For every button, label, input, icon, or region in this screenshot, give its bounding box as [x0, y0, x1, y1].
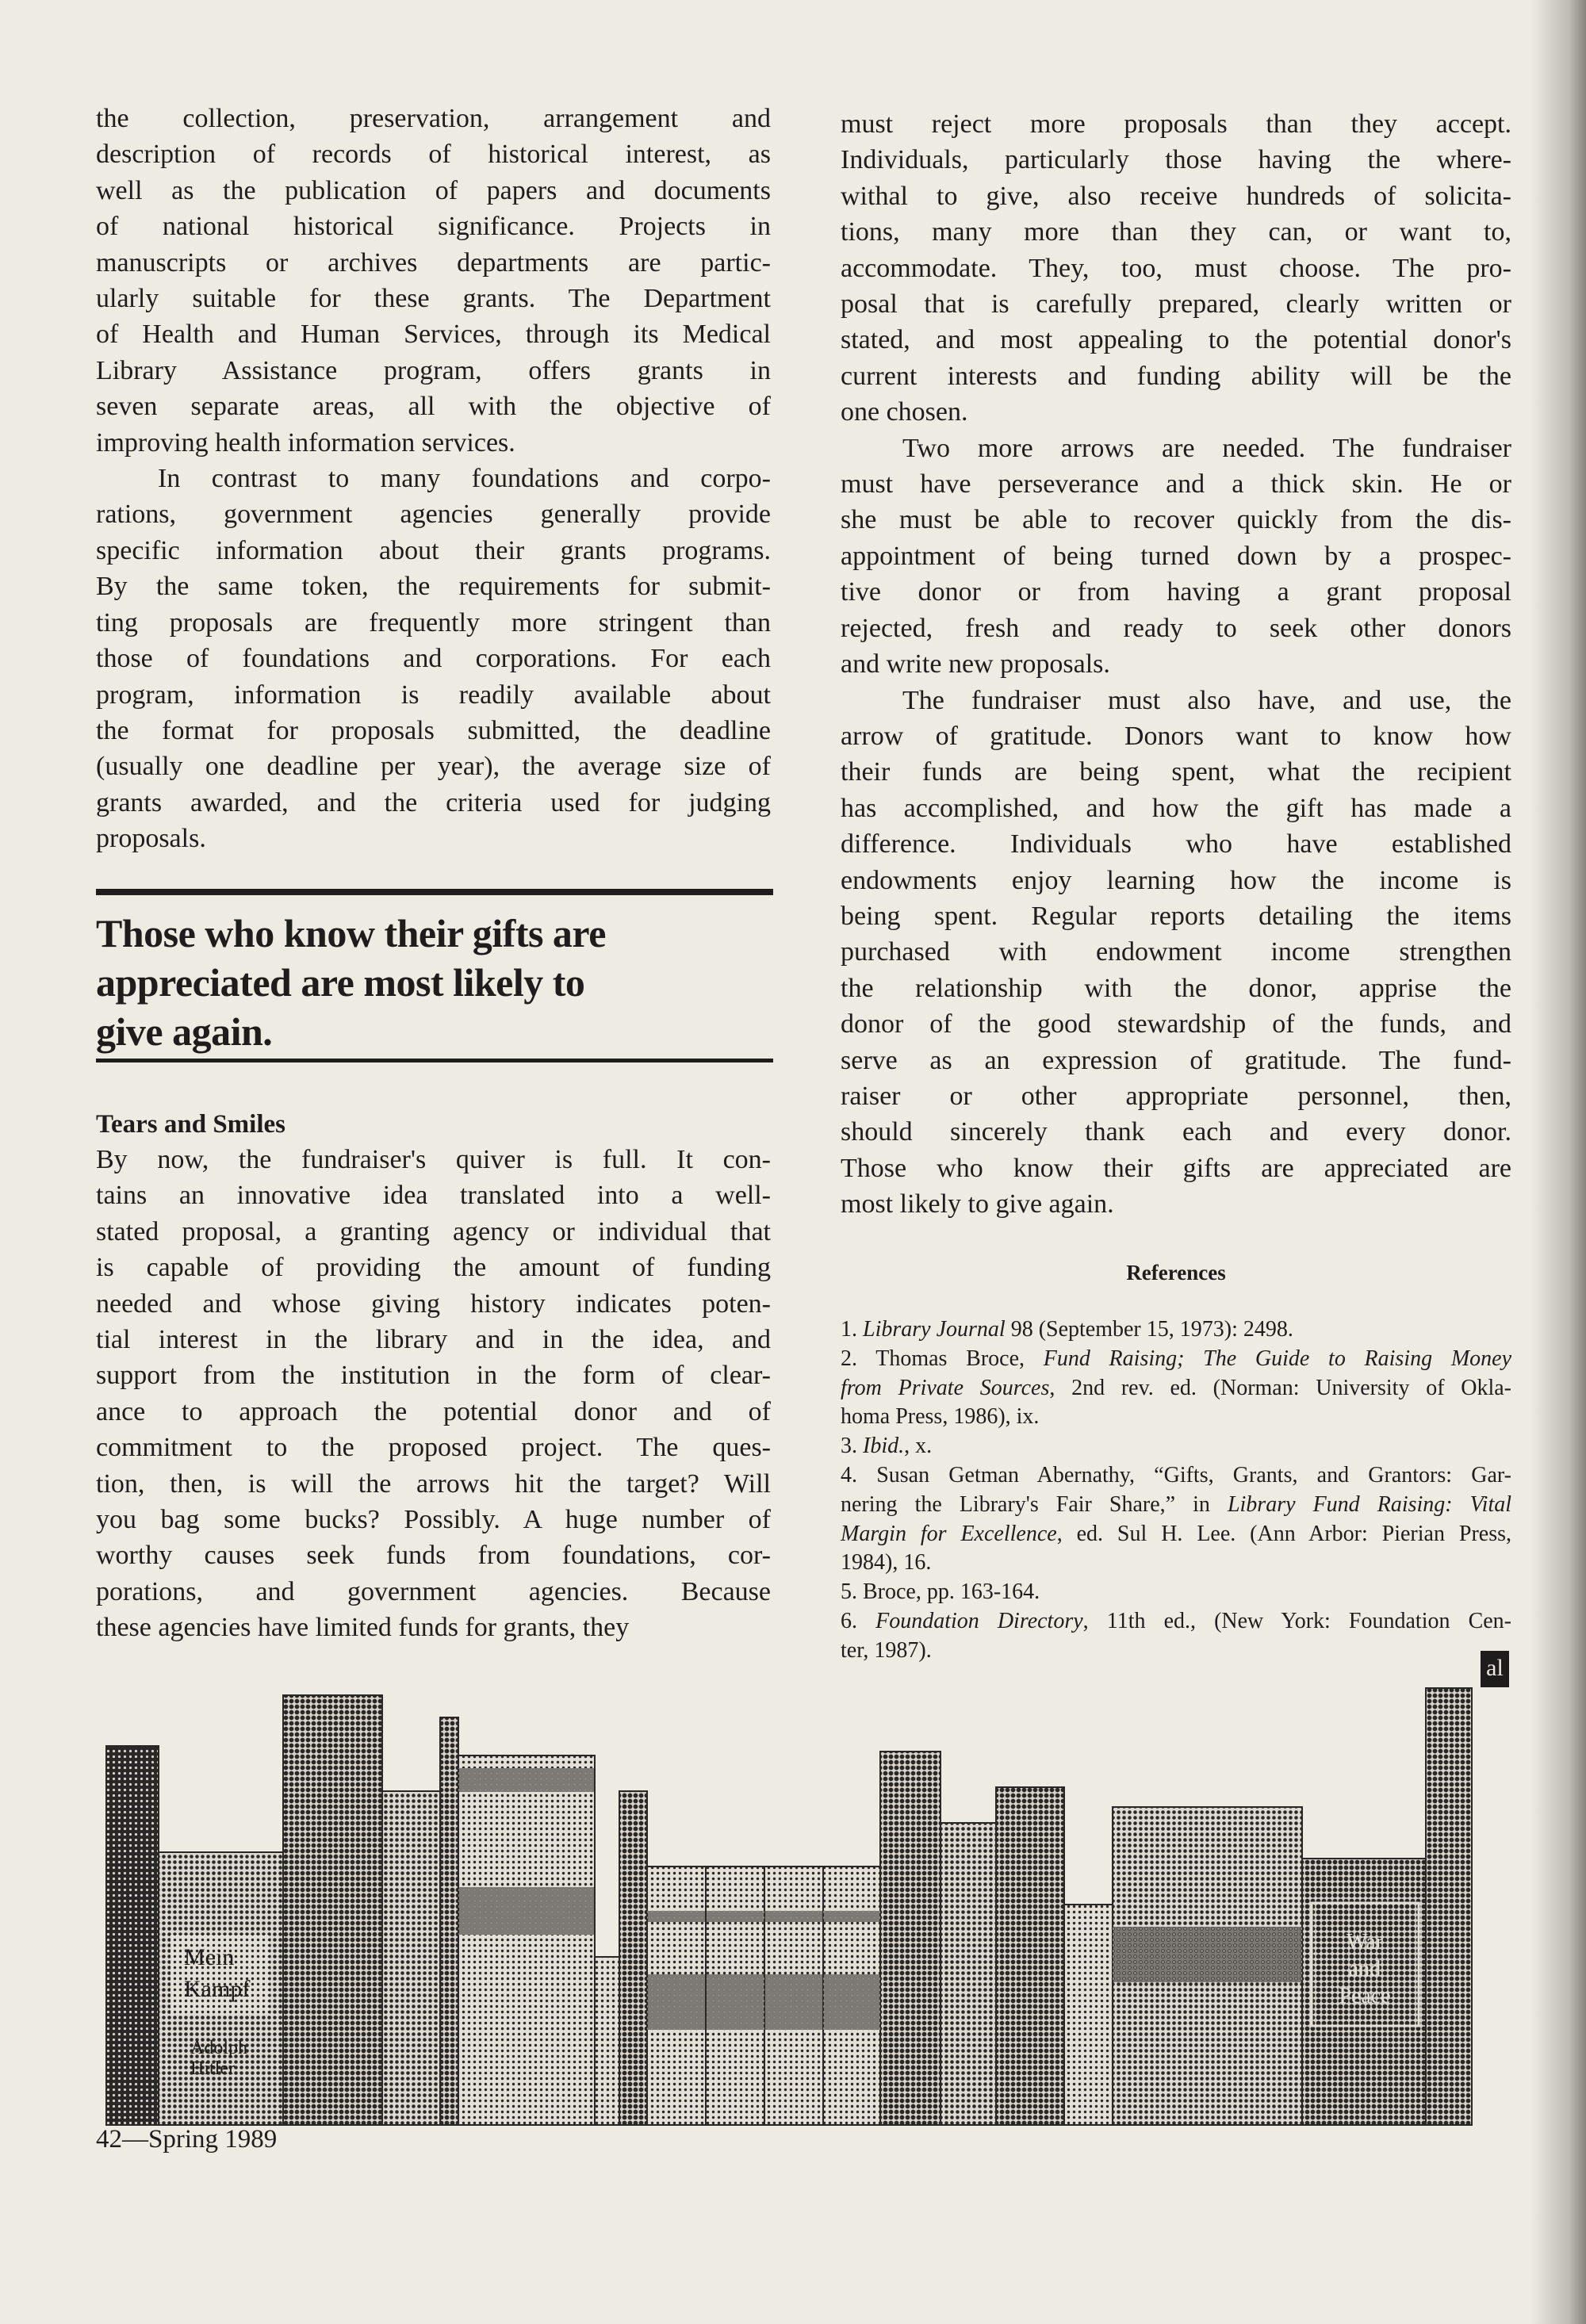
text-line: should sincerely thank each and every donor.	[841, 1117, 1511, 1147]
reference-text: ter, 1987).	[841, 1637, 932, 1663]
book-spine	[1064, 1905, 1113, 2125]
text-line: the relationship with the donor, apprise the	[841, 973, 1511, 1003]
reference-text: 98 (September 15, 1973): 2498.	[1005, 1317, 1293, 1342]
text-line: rations, government agencies generally provide	[96, 500, 771, 530]
reference-title: Library Fund Raising: Vital	[1227, 1491, 1512, 1517]
text-line: endowments enjoy learning how the income is	[841, 865, 1511, 895]
text-line: proposals.	[96, 824, 206, 854]
text-line: difference. Individuals who have established	[841, 829, 1511, 860]
spine-author: Hitler	[190, 2058, 235, 2079]
reference-text: , ed. Sul H. Lee. (Ann Arbor: Pierian Press,	[1056, 1521, 1511, 1546]
reference-title: Fund Raising; The Guide to Raising Money	[1043, 1346, 1511, 1371]
reference-text: nering the Library's Fair Share,” in	[841, 1491, 1228, 1517]
text-line: must reject more proposals than they accept.	[841, 109, 1511, 139]
text-line: has accomplished, and how the gift has made a	[841, 793, 1511, 823]
text-line: is capable of providing the amount of funding	[96, 1253, 771, 1283]
text-line: serve as an expression of gratitude. The fund-	[841, 1045, 1511, 1075]
text-line: tion, then, is will the arrows hit the target? Will	[96, 1468, 771, 1499]
reference-text: 4. Susan Getman Abernathy, “Gifts, Grants, and Grantors: Gar-	[841, 1462, 1511, 1487]
text-line: tains an innovative idea translated into a well-	[96, 1181, 771, 1211]
text-line: porations, and government agencies. Because	[96, 1576, 771, 1606]
text-line: withal to give, also receive hundreds of solicita-	[841, 181, 1511, 211]
text-line: Two more arrows are needed. The fundraiser	[902, 433, 1511, 463]
reference-title: from Private Sources	[841, 1375, 1050, 1400]
text-line: most likely to give again.	[841, 1189, 1114, 1219]
text-line: tial interest in the library and in the idea, and	[96, 1325, 771, 1355]
text-line: their funds are being spent, what the recipient	[841, 757, 1511, 787]
text-line: In contrast to many foundations and corpo-	[158, 464, 771, 494]
text-line: manuscripts or archives departments are partic-	[96, 247, 771, 278]
text-line: worthy causes seek funds from foundations, cor-	[96, 1541, 771, 1571]
spine-author: Adolph	[190, 2038, 247, 2058]
spine-label-band	[458, 1768, 595, 1792]
text-line: stated proposal, a granting agency or individual that	[96, 1216, 771, 1246]
text-line: By the same token, the requirements for submit-	[96, 572, 771, 602]
reference-text: 1984), 16.	[841, 1550, 932, 1575]
book-spine	[106, 1746, 159, 2125]
text-line: (usually one deadline per year), the average size of	[96, 752, 771, 782]
section-heading: Tears and Smiles	[96, 1110, 285, 1139]
text-line: accommodate. They, too, must choose. The pro-	[841, 253, 1511, 283]
text-line: needed and whose giving history indicates poten-	[96, 1288, 771, 1319]
text-line: By now, the fundraiser's quiver is full. It con-	[96, 1145, 771, 1174]
spine-label-band	[647, 1911, 880, 1922]
text-line: improving health information services.	[96, 427, 515, 458]
text-line: support from the institution in the form of clear-	[96, 1361, 771, 1391]
text-line: you bag some bucks? Possibly. A huge number of	[96, 1505, 771, 1535]
text-line: of Health and Human Services, through its Medical	[96, 320, 771, 350]
book-spine	[996, 1787, 1064, 2125]
pull-quote-line: appreciated are most likely to	[96, 960, 585, 1005]
pull-quote-line: Those who know their gifts are	[96, 911, 606, 955]
text-line: raiser or other appropriate personnel, then,	[841, 1081, 1511, 1111]
reference-text: 3.	[841, 1434, 863, 1459]
spine-title: Kampf	[184, 1976, 251, 2002]
page-folio: 42—Spring 1989	[96, 2125, 278, 2154]
reference-text: 1.	[841, 1317, 863, 1342]
reference-text: 5. Broce, pp. 163-164.	[841, 1579, 1040, 1605]
text-line: tive donor or from having a grant proposal	[841, 577, 1511, 607]
text-line: donor of the good stewardship of the funds, and	[841, 1009, 1511, 1039]
text-line: Individuals, particularly those having the where-	[841, 145, 1511, 175]
text-line: Those who know their gifts are appreciated are	[841, 1153, 1511, 1183]
reference-title: Library Journal	[863, 1317, 1006, 1342]
text-line: rejected, fresh and ready to seek other donors	[841, 613, 1511, 643]
text-line: she must be able to recover quickly from the dis-	[841, 505, 1511, 535]
text-line: description of records of historical interest, as	[96, 140, 771, 170]
reference-text: 6.	[841, 1608, 876, 1633]
text-line: being spent. Regular reports detailing the items	[841, 901, 1511, 931]
text-line: commitment to the proposed project. The ques-	[96, 1433, 771, 1463]
book-spine	[1426, 1688, 1472, 2125]
text-line: The fundraiser must also have, and use, the	[902, 685, 1511, 715]
spine-title: Peace	[1339, 1984, 1391, 2008]
spine-title: and	[1348, 1957, 1381, 1981]
pull-quote-line: give again.	[96, 1009, 273, 1054]
text-line: grants awarded, and the criteria used for judging	[96, 787, 771, 817]
spine-title: War	[1347, 1930, 1383, 1955]
text-line: posal that is carefully prepared, clearly written or	[841, 289, 1511, 320]
reference-text: homa Press, 1986), ix.	[841, 1404, 1040, 1430]
book-spine	[940, 1823, 996, 2125]
text-line: of national historical significance. Projects in	[96, 212, 771, 242]
text-line: and write new proposals.	[841, 649, 1110, 680]
spine-title: Mein	[184, 1944, 235, 1970]
text-line: appointment of being turned down by a prospec-	[841, 541, 1511, 571]
text-line: must have perseverance and a thick skin. He or	[841, 469, 1511, 500]
text-line: tions, many more than they can, or want to,	[841, 217, 1511, 247]
text-line: those of foundations and corporations. For each	[96, 644, 771, 674]
spine-label-band	[647, 1974, 880, 2030]
text-line: ting proposals are frequently more stringent than	[96, 607, 771, 637]
spine-label-band	[458, 1887, 595, 1935]
book-spine	[880, 1752, 940, 2125]
text-line: arrow of gratitude. Donors want to know how	[841, 721, 1511, 751]
book-spine	[283, 1695, 382, 2125]
references-heading: References	[1126, 1261, 1226, 1285]
text-line: one chosen.	[841, 397, 968, 427]
text-line: well as the publication of papers and documents	[96, 175, 771, 205]
end-mark-logo: al	[1481, 1651, 1509, 1687]
text-line: current interests and funding ability will be the	[841, 361, 1511, 391]
text-line: ularly suitable for these grants. The Department	[96, 284, 771, 314]
reference-text: , x.	[904, 1434, 933, 1459]
text-line: program, information is readily available about	[96, 680, 771, 710]
text-line: stated, and most appealing to the potential donor's	[841, 325, 1511, 355]
text-line: purchased with endowment income strengthen	[841, 937, 1511, 967]
book-spine	[458, 1755, 595, 2125]
text-line: Library Assistance program, offers grants in	[96, 355, 771, 385]
spine-label-band	[1113, 1927, 1302, 1982]
reference-title: Ibid.	[863, 1434, 905, 1459]
reference-text: , 11th ed., (New York: Foundation Cen-	[1082, 1608, 1511, 1633]
text-line: specific information about their grants programs.	[96, 535, 771, 565]
text-line: the format for proposals submitted, the deadline	[96, 715, 771, 745]
book-spine	[382, 1791, 440, 2125]
reference-title: Margin for Excellence	[841, 1521, 1057, 1546]
reference-text: 2. Thomas Broce,	[841, 1346, 1044, 1371]
book-spine	[440, 1717, 458, 2125]
text-line: the collection, preservation, arrangement and	[96, 104, 771, 133]
reference-title: Foundation Directory	[875, 1608, 1083, 1633]
book-spine	[595, 1957, 619, 2125]
book-spine	[619, 1791, 647, 2125]
text-line: seven separate areas, all with the objective of	[96, 392, 771, 422]
text-line: these agencies have limited funds for grants, they	[96, 1613, 630, 1643]
reference-text: , 2nd rev. ed. (Norman: University of Okla-	[1049, 1375, 1511, 1400]
text-line: ance to approach the potential donor and of	[96, 1396, 771, 1426]
